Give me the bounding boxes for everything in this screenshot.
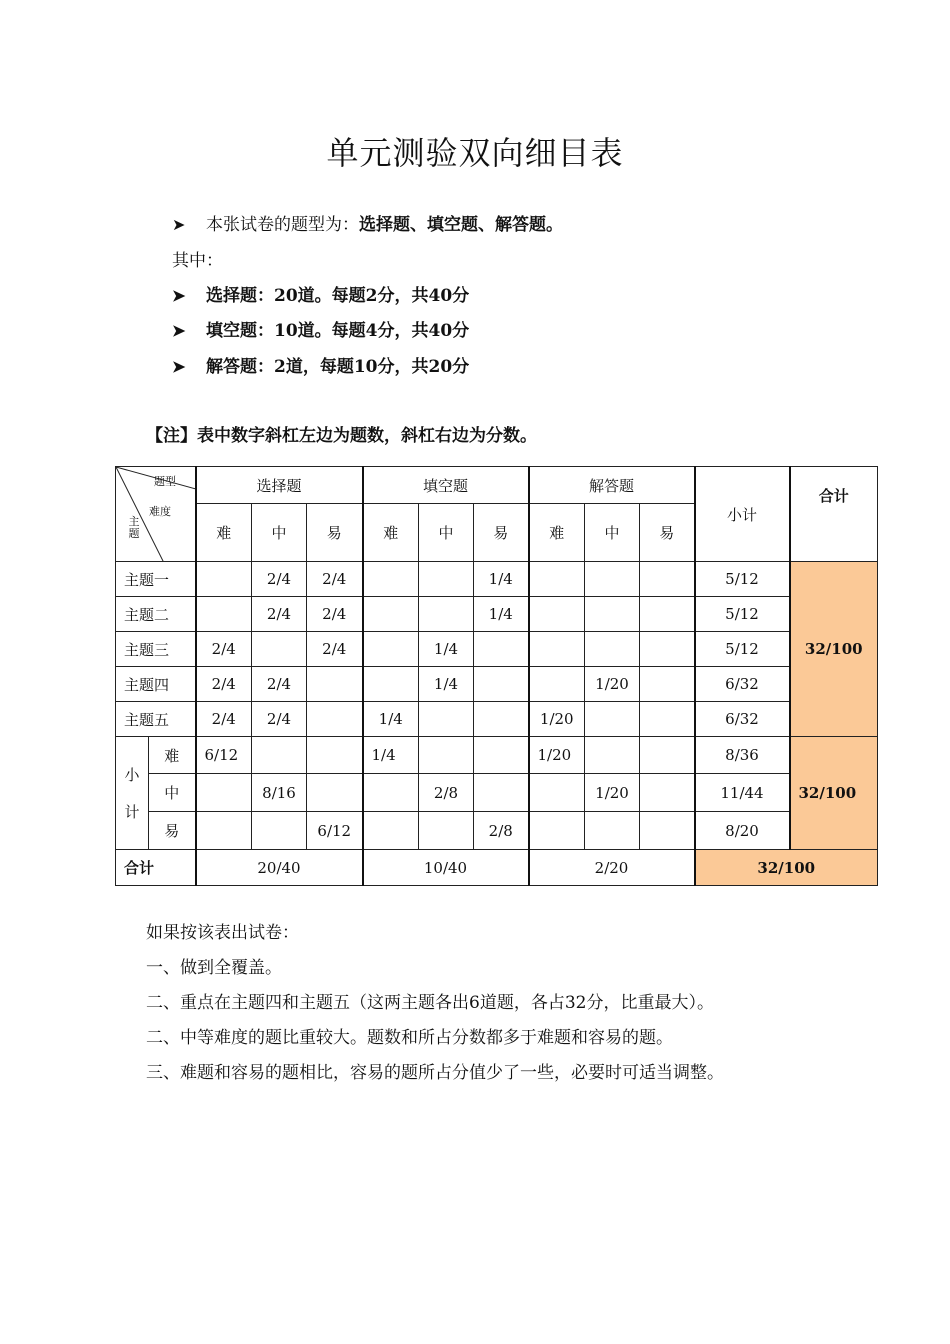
corner-topic-label: 主题 bbox=[128, 515, 140, 540]
table-cell bbox=[585, 812, 640, 850]
level-name: 中 bbox=[149, 774, 196, 812]
table-cell bbox=[363, 597, 419, 632]
table-row bbox=[116, 667, 878, 702]
table-row bbox=[116, 562, 878, 597]
table-cell: 2/4 bbox=[196, 702, 252, 737]
table-cell bbox=[640, 632, 695, 667]
table-cell: 1/20 bbox=[585, 667, 640, 702]
conclusion-line: 如果按该表出试卷： bbox=[146, 923, 299, 943]
specification-table bbox=[115, 466, 878, 886]
table-cell bbox=[307, 702, 363, 737]
table-cell bbox=[196, 562, 252, 597]
table-cell bbox=[363, 812, 419, 850]
table-cell bbox=[363, 667, 419, 702]
header-level: 中 bbox=[419, 504, 474, 562]
table-cell: 2/4 bbox=[307, 597, 363, 632]
total-type-value: 2/20 bbox=[529, 850, 695, 886]
bullet-icon: ➤ bbox=[172, 215, 186, 234]
bullet-icon: ➤ bbox=[172, 357, 186, 376]
table-row bbox=[116, 774, 878, 812]
header-level: 中 bbox=[252, 504, 307, 562]
table-row bbox=[116, 812, 878, 850]
subtotal-group-label: 小 计 bbox=[116, 737, 149, 850]
table-cell: 1/4 bbox=[363, 737, 419, 774]
table-row bbox=[116, 632, 878, 667]
table-cell: 1/4 bbox=[419, 632, 474, 667]
table-cell: 1/4 bbox=[419, 667, 474, 702]
table-cell bbox=[640, 562, 695, 597]
table-cell bbox=[529, 667, 585, 702]
table-cell bbox=[307, 774, 363, 812]
table-cell bbox=[363, 632, 419, 667]
table-cell bbox=[474, 632, 529, 667]
intro-item-choice: ➤ 选择题：20道。每题2分，共40分 bbox=[172, 286, 470, 306]
conclusion-line: 二、重点在主题四和主题五（这两主题各出6道题，各占32分，比重最大）。 bbox=[146, 993, 714, 1013]
subtotal-cell: 5/12 bbox=[695, 632, 790, 667]
table-cell: 2/8 bbox=[474, 812, 529, 850]
table-cell bbox=[474, 737, 529, 774]
table-cell bbox=[474, 702, 529, 737]
table-cell: 2/4 bbox=[252, 667, 307, 702]
table-cell: 1/20 bbox=[585, 774, 640, 812]
table-cell bbox=[307, 667, 363, 702]
table-cell bbox=[196, 774, 252, 812]
table-cell bbox=[640, 737, 695, 774]
subtotal-cell: 6/32 bbox=[695, 667, 790, 702]
table-row bbox=[116, 597, 878, 632]
table-cell bbox=[252, 632, 307, 667]
table-cell bbox=[585, 632, 640, 667]
subtotal-cell: 11/44 bbox=[695, 774, 790, 812]
page-title: 单元测验双向细目表 bbox=[326, 134, 624, 172]
table-cell: 2/4 bbox=[252, 702, 307, 737]
topic-name: 主题五 bbox=[116, 702, 196, 737]
table-cell: 2/4 bbox=[252, 597, 307, 632]
intro-line-1 bbox=[172, 210, 563, 235]
table-cell bbox=[585, 562, 640, 597]
header-level: 易 bbox=[640, 504, 695, 562]
total-type-value: 10/40 bbox=[363, 850, 529, 886]
table-cell bbox=[196, 597, 252, 632]
header-level: 中 bbox=[585, 504, 640, 562]
subtotal-cell: 6/32 bbox=[695, 702, 790, 737]
topics-total-cell: 32/100 bbox=[790, 562, 878, 737]
table-cell bbox=[252, 812, 307, 850]
table-cell bbox=[307, 737, 363, 774]
header-type: 填空题 bbox=[363, 467, 529, 504]
intro-item-answer: ➤ 解答题：2道，每题10分，共20分 bbox=[172, 357, 470, 377]
intro-prefix: 本张试卷的题型为： bbox=[206, 215, 359, 235]
table-cell bbox=[363, 562, 419, 597]
level-name: 易 bbox=[149, 812, 196, 850]
table-cell bbox=[640, 812, 695, 850]
table-cell bbox=[252, 737, 307, 774]
table-cell bbox=[585, 702, 640, 737]
table-cell bbox=[529, 812, 585, 850]
header-type: 选择题 bbox=[196, 467, 363, 504]
table-row bbox=[116, 737, 878, 774]
table-cell: 2/4 bbox=[307, 632, 363, 667]
table-cell: 8/16 bbox=[252, 774, 307, 812]
header-level: 易 bbox=[474, 504, 529, 562]
intro-types: 选择题、填空题、解答题。 bbox=[359, 215, 563, 235]
table-row bbox=[116, 702, 878, 737]
table-cell bbox=[585, 737, 640, 774]
level-name: 难 bbox=[149, 737, 196, 774]
table-cell bbox=[419, 562, 474, 597]
subtotal-total-cell: 32/100 bbox=[790, 737, 878, 850]
table-cell bbox=[640, 667, 695, 702]
table-cell bbox=[474, 774, 529, 812]
header-level: 易 bbox=[307, 504, 363, 562]
table-cell: 1/4 bbox=[363, 702, 419, 737]
header-type: 解答题 bbox=[529, 467, 695, 504]
total-row-label: 合计 bbox=[116, 850, 196, 886]
conclusion-line: 二、中等难度的题比重较大。题数和所占分数都多于难题和容易的题。 bbox=[146, 1028, 673, 1048]
header-subtotal: 小计 bbox=[695, 467, 790, 562]
table-cell: 2/8 bbox=[419, 774, 474, 812]
subtotal-cell: 8/20 bbox=[695, 812, 790, 850]
table-cell bbox=[419, 812, 474, 850]
subtotal-cell: 5/12 bbox=[695, 562, 790, 597]
table-cell bbox=[474, 667, 529, 702]
table-cell bbox=[419, 702, 474, 737]
table-cell bbox=[529, 597, 585, 632]
table-note: 【注】表中数字斜杠左边为题数，斜杠右边为分数。 bbox=[146, 426, 537, 446]
table-cell bbox=[363, 774, 419, 812]
table-cell: 1/20 bbox=[529, 737, 585, 774]
intro-item-fill: ➤ 填空题：10道。每题4分，共40分 bbox=[172, 321, 470, 341]
table-cell bbox=[640, 702, 695, 737]
header-total: 合计 bbox=[790, 467, 878, 562]
table-corner-cell bbox=[116, 467, 196, 562]
table-cell bbox=[419, 597, 474, 632]
table-cell bbox=[640, 774, 695, 812]
topic-name: 主题四 bbox=[116, 667, 196, 702]
topic-name: 主题二 bbox=[116, 597, 196, 632]
total-type-value: 20/40 bbox=[196, 850, 363, 886]
header-level: 难 bbox=[529, 504, 585, 562]
bullet-icon: ➤ bbox=[172, 321, 186, 340]
corner-difficulty-label: 难度 bbox=[149, 505, 171, 518]
table-cell bbox=[196, 812, 252, 850]
table-cell: 2/4 bbox=[196, 667, 252, 702]
table-cell bbox=[529, 632, 585, 667]
conclusion-line: 一、做到全覆盖。 bbox=[146, 958, 282, 978]
table-cell: 2/4 bbox=[252, 562, 307, 597]
corner-type-label: 题型 bbox=[154, 475, 176, 488]
topic-name: 主题三 bbox=[116, 632, 196, 667]
grand-total-cell: 32/100 bbox=[695, 850, 878, 886]
table-cell: 1/20 bbox=[529, 702, 585, 737]
table-cell bbox=[585, 597, 640, 632]
header-level: 难 bbox=[363, 504, 419, 562]
subtotal-cell: 8/36 bbox=[695, 737, 790, 774]
topic-name: 主题一 bbox=[116, 562, 196, 597]
table-cell bbox=[529, 562, 585, 597]
table-cell: 2/4 bbox=[196, 632, 252, 667]
bullet-icon: ➤ bbox=[172, 286, 186, 305]
table-cell: 6/12 bbox=[196, 737, 252, 774]
table-cell bbox=[529, 774, 585, 812]
table-cell bbox=[419, 737, 474, 774]
total-row bbox=[116, 850, 878, 886]
table-cell: 2/4 bbox=[307, 562, 363, 597]
header-level: 难 bbox=[196, 504, 252, 562]
table-cell: 6/12 bbox=[307, 812, 363, 850]
table-cell bbox=[640, 597, 695, 632]
table-cell: 1/4 bbox=[474, 562, 529, 597]
intro-line-2: 其中： bbox=[172, 251, 223, 271]
conclusion-line: 三、难题和容易的题相比，容易的题所占分值少了一些，必要时可适当调整。 bbox=[146, 1063, 724, 1083]
subtotal-cell: 5/12 bbox=[695, 597, 790, 632]
table-cell: 1/4 bbox=[474, 597, 529, 632]
